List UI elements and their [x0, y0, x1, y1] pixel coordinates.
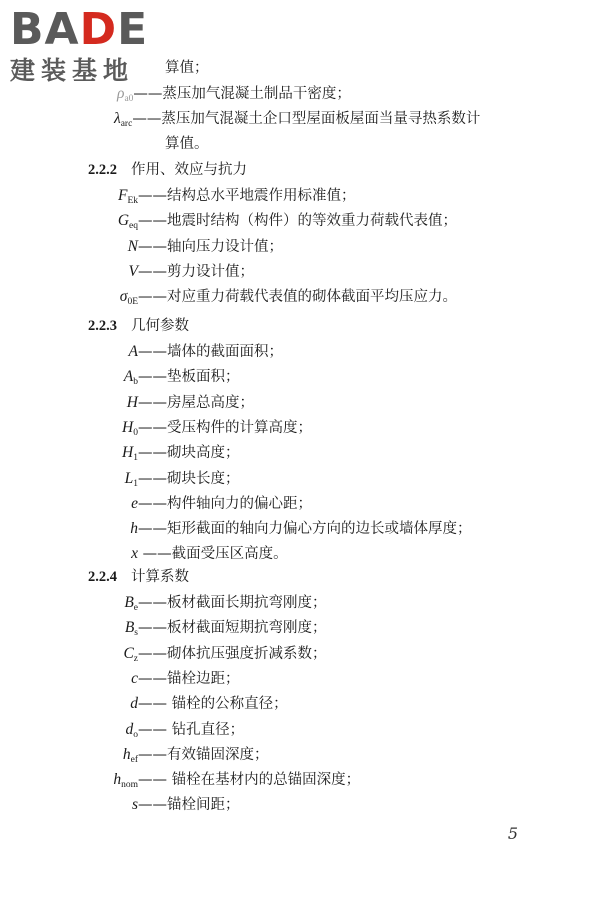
- definition-text: ——蒸压加气混凝土企口型屋面板屋面当量寻热系数计: [132, 111, 481, 127]
- definition-row: [0, 669, 240, 694]
- symbol: A: [128, 343, 138, 360]
- definition-row: [0, 186, 356, 211]
- logo-wordmark: BADE: [10, 4, 149, 55]
- section-heading: [88, 316, 189, 336]
- definition-row: [0, 262, 254, 287]
- definition-text: ——有效锚固深度；: [138, 746, 269, 763]
- symbol: $B_s$: [124, 619, 138, 639]
- definition-row: [0, 593, 327, 618]
- symbol: h: [130, 520, 138, 538]
- definition-text: ——剪力设计值；: [138, 263, 254, 280]
- definition-text: ——蒸压加气混凝土制品干密度；: [133, 86, 351, 102]
- definition-row: [0, 745, 269, 770]
- definition-rho: [117, 84, 351, 109]
- logo-chinese: 建装基地: [10, 56, 135, 85]
- section-heading: [88, 160, 247, 180]
- definition-row: [0, 720, 244, 745]
- definition-row: [0, 367, 240, 392]
- symbol: $h_{ef}$: [122, 745, 138, 765]
- symbol: $G_{eq}$: [117, 212, 138, 232]
- symbol: $H_0$: [122, 418, 138, 438]
- definition-text: ——轴向压力设计值；: [138, 238, 283, 255]
- symbol: N: [127, 237, 138, 255]
- definition-row: [0, 618, 327, 643]
- symbol: $F_{Ek}$: [117, 187, 138, 206]
- definition-text: ——砌块长度；: [138, 470, 240, 487]
- definition-row: [0, 287, 457, 312]
- page-number: 5: [507, 824, 518, 843]
- definition-row: [0, 494, 312, 519]
- definition-text: —— 钻孔直径；: [138, 721, 245, 738]
- definition-text: ——锚栓边距；: [138, 670, 240, 687]
- definition-text: ——地震时结构（构件）的等效重力荷载代表值；: [138, 213, 457, 230]
- symbol: d: [130, 695, 138, 713]
- section-title: 几何参数: [131, 318, 189, 334]
- definition-row: [0, 469, 240, 494]
- definition-row: [0, 770, 360, 795]
- section-number: 2.2.4: [88, 569, 117, 585]
- section-heading: [88, 567, 189, 587]
- symbol: $C_z$: [123, 644, 138, 664]
- symbol: $B_e$: [124, 594, 138, 613]
- definition-row: [0, 443, 240, 468]
- definition-row: [0, 644, 327, 669]
- continuation-line: 算值；: [165, 60, 209, 76]
- symbol: $H_1$: [122, 444, 138, 464]
- definition-row: [0, 237, 283, 262]
- definition-text: ——砌块高度；: [138, 445, 240, 462]
- definition-row: [0, 544, 288, 569]
- definition-text: ——受压构件的计算高度；: [138, 419, 312, 436]
- definition-row: [0, 342, 283, 367]
- section-title: 作用、效应与抗力: [131, 162, 247, 178]
- definition-text: ——砌体抗压强度折减系数；: [138, 645, 327, 662]
- symbol: $d_o$: [125, 720, 138, 740]
- symbol: $A_b$: [123, 368, 138, 388]
- symbol: e: [131, 494, 138, 512]
- section-number: 2.2.2: [88, 162, 117, 178]
- definition-row: [0, 519, 472, 544]
- symbol: $\rho_{a0}$: [117, 85, 134, 104]
- definition-text: ——墙体的截面面积；: [138, 344, 283, 360]
- symbol: $L_1$: [124, 469, 138, 489]
- definition-text: ——对应重力荷载代表值的砌体截面平均压应力。: [138, 289, 457, 306]
- definition-text: ——构件轴向力的偏心距；: [138, 495, 312, 512]
- definition-lambda: [114, 109, 480, 134]
- definition-text: ——截面受压区高度。: [138, 546, 288, 563]
- definition-text: ——垫板面积；: [138, 369, 240, 386]
- definition-text: ——锚栓间距；: [138, 797, 240, 814]
- symbol: $h_{nom}$: [113, 771, 138, 791]
- definition-text: ——矩形截面的轴向力偏心方向的边长或墙体厚度；: [138, 521, 472, 538]
- definition-row: [0, 211, 457, 236]
- definition-text: ——板材截面长期抗弯刚度；: [138, 595, 327, 611]
- continuation-line: 算值。: [165, 136, 209, 152]
- definition-text: ——结构总水平地震作用标准值；: [138, 188, 356, 204]
- section-number: 2.2.3: [88, 318, 117, 334]
- section-title: 计算系数: [131, 569, 189, 585]
- bade-logo: [10, 6, 180, 96]
- symbol: c: [131, 669, 138, 687]
- definition-text: —— 锚栓在基材内的总锚固深度；: [138, 772, 361, 789]
- symbol: $\sigma_{0E}$: [119, 288, 138, 308]
- definition-row: [0, 694, 288, 719]
- symbol: H: [126, 393, 138, 411]
- definition-text: ——板材截面短期抗弯刚度；: [138, 620, 327, 637]
- symbol: V: [128, 262, 138, 280]
- symbol: $\lambda_{arc}$: [114, 110, 133, 129]
- symbol: x: [131, 545, 138, 563]
- definition-row: [0, 795, 240, 820]
- definition-text: —— 锚栓的公称直径；: [138, 696, 288, 713]
- definition-text: ——房屋总高度；: [138, 394, 254, 411]
- definition-row: [0, 418, 312, 443]
- symbol: s: [131, 796, 138, 814]
- definition-row: [0, 393, 254, 418]
